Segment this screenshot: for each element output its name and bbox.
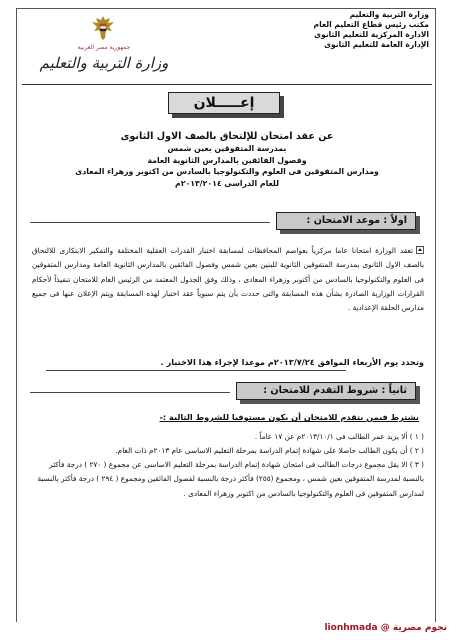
ministry-header — [259, 10, 429, 50]
condition-item-1: ( ١ ) ألا يزيد عمر الطالب فى ٢٠١٣/١٠/١م عن ١٧ عاماً . — [254, 432, 424, 441]
header-line-1: وزارة التربية والتعليم — [349, 10, 429, 19]
date-underline — [46, 370, 346, 371]
banner-label: إعـــــلان — [168, 92, 280, 114]
condition-item-2: ( ٢ ) أن يكون الطالب حاصلا على شهادة إتمام الدراسة بمرحلة التعليم الاساسى عام ٢٠١٣م ذات العام. — [115, 446, 424, 455]
title-line-3: وفصول الفائقين بالمدارس الثانوية العامة — [147, 155, 307, 165]
section1-header — [276, 212, 416, 232]
section1-text: تعقد الوزارة امتحانا عاما مركزياً بعواصم المحافظات لمسابقة اختبار القدرات العقلية المختلفة والتفكير الابتكارى للالتحاق بالصف الاول الثانوى بمدرسة المتفوقين الثانوية للبنين بعين شمس وفصول الفائقين بالمدارس الثانوية العامة ومدارس المتفوقين فى العلوم والتكنولوجيا بالسادس من أكتوبر وزهراء المعادى ، وذلك وفق الجدول المعتمد من الرئيس العام للامتحان تنفيذاً لأحكام القرارات الوزارية الصادرة بشأن هذه المسابقة والتى حددت بأن يتم سنوياً عقد اختبار لهذه المسابقة ويتم الإعلان عنها فى جميع مدارس الحلقة الإعدادية . — [32, 246, 424, 313]
title-line-5: للعام الدراسى ٢٠١٣/٢٠١٤م — [174, 178, 280, 188]
ministry-calligraphy: وزارة التربية والتعليم — [39, 54, 169, 72]
section1-paragraph — [32, 244, 424, 315]
footer-strip — [0, 622, 453, 640]
title-line-2: بمدرسة المتفوقين بعين شمس — [167, 144, 287, 153]
ministry-logo — [34, 14, 174, 78]
header-line-3: الادارة المركزية للتعليم الثانوى — [314, 30, 429, 39]
watermark-text: lionhmada @ نجوم مصرية — [324, 623, 447, 633]
section1-label: موعد الامتحان : — [306, 215, 381, 226]
hand-pointer-icon — [416, 246, 424, 254]
announcement-title — [30, 130, 424, 189]
header-line-4: الإدارة العامة للتعليم الثانوى — [324, 40, 429, 49]
section2-rule — [30, 392, 230, 393]
republic-label: جمهورية مصر العربية — [77, 44, 131, 51]
conditions-heading: يشترط فيمن يتقدم للامتحان أن يكون مستوفيا للشروط التالية :- — [159, 412, 419, 422]
section2-label: شروط التقدم للامتحان : — [263, 385, 379, 396]
condition-item-3: ( ٣ ) الا يقل مجموع درجات الطالب فى امتحان شهادة إتمام الدراسة بمرحلة التعليم الاساسى عن مجموع ( ٢٧٠ ) درجة فأكثر بالنسبة لمدرسة المتفوقين بعين شمس ، ومجموع (٢٥٥) فأكثر درجة بالنسبة لفصول الفائقين ومجموع ( ٢٩٤ ) درجة فأكثر بالنسبة لمدارس المتفوقين فى العلوم والتكنولوجيا بالسادس من اكتوبر وزهراء المعادى . — [37, 460, 424, 498]
section2-box — [236, 382, 416, 400]
title-line-4: ومدارس المتفوقين فى العلوم والتكنولوجيا بالسادس من اكتوبر وزهراء المعادى — [75, 167, 379, 177]
section2-header — [236, 382, 416, 402]
section1-rule — [30, 222, 270, 223]
section2-number: ثانياً : — [381, 385, 407, 396]
title-line-1: عن عقد امتحان للإلتحاق بالصف الاول الثانوى — [120, 131, 334, 142]
eagle-emblem-icon — [90, 14, 116, 42]
announcement-banner — [168, 92, 284, 118]
section1-box — [276, 212, 416, 230]
exam-date-line: وتحدد يوم الأربعاء الموافق ٢٠١٣/٧/٢٤م موعدا لإجراء هذا الاختبار . — [160, 357, 424, 367]
header-divider — [22, 84, 432, 85]
section1-number: اولاً : — [383, 215, 407, 226]
header-line-2: مكتب رئيس قطاع التعليم العام — [313, 20, 429, 29]
